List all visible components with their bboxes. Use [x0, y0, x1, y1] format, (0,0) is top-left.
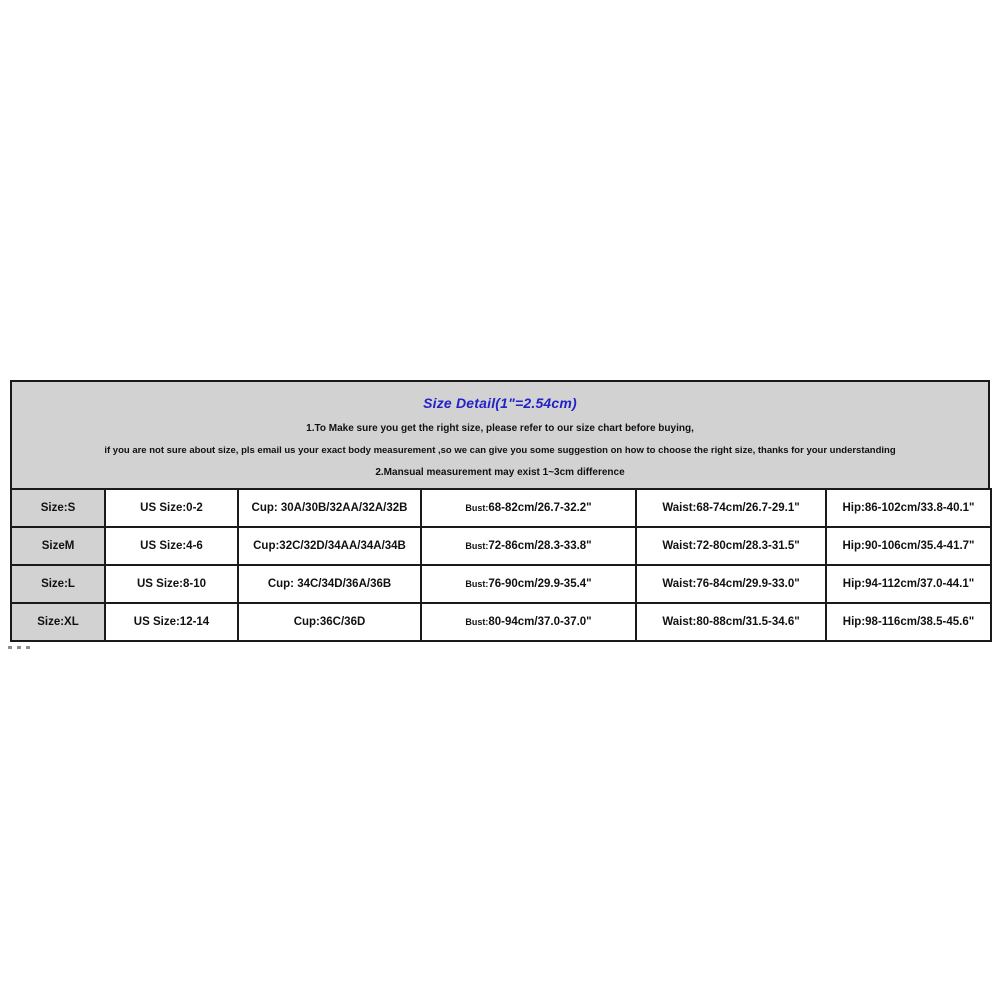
waist-cell: Waist:80-88cm/31.5-34.6": [636, 603, 826, 641]
artifact-dot: [8, 646, 12, 649]
table-row-l: [11, 565, 991, 603]
cup-cell: Cup: 34C/34D/36A/36B: [238, 565, 421, 603]
waist-cell: Waist:72-80cm/28.3-31.5": [636, 527, 826, 565]
bust-label: Bust:: [465, 541, 489, 551]
size-cell: Size:S: [11, 489, 105, 527]
bust-value: 80-94cm/37.0-37.0": [488, 616, 592, 628]
hip-cell: Hip:90-106cm/35.4-41.7": [826, 527, 991, 565]
note-line-1: 1.To Make sure you get the right size, please refer to our size chart before buying,: [306, 423, 694, 434]
table-row-xl: [11, 603, 991, 641]
bust-value: 76-90cm/29.9-35.4": [488, 578, 592, 590]
bust-value: 72-86cm/28.3-33.8": [488, 540, 592, 552]
bust-label: Bust:: [465, 617, 489, 627]
size-chart-header: [10, 380, 990, 488]
size-cell: Size:L: [11, 565, 105, 603]
us-size-cell: US Size:0-2: [105, 489, 238, 527]
note-line-2: if you are not sure about size, pls email us your exact body measurement ,so we can give you some suggestion on how to choose the right size, thanks for your understanding: [104, 445, 896, 456]
artifact-dots: [8, 646, 990, 649]
bust-label: Bust:: [465, 579, 489, 589]
table-row-s: [11, 489, 991, 527]
us-size-cell: US Size:8-10: [105, 565, 238, 603]
bust-value: 68-82cm/26.7-32.2": [488, 502, 592, 514]
us-size-cell: US Size:4-6: [105, 527, 238, 565]
artifact-dot: [26, 646, 30, 649]
table-row-m: [11, 527, 991, 565]
hip-cell: Hip:98-116cm/38.5-45.6": [826, 603, 991, 641]
waist-cell: Waist:76-84cm/29.9-33.0": [636, 565, 826, 603]
bust-cell: [421, 603, 636, 641]
note-line-3: 2.Mansual measurement may exist 1~3cm difference: [375, 467, 625, 478]
cup-cell: Cup:36C/36D: [238, 603, 421, 641]
size-cell: SizeM: [11, 527, 105, 565]
cup-cell: Cup: 30A/30B/32AA/32A/32B: [238, 489, 421, 527]
bust-cell: [421, 565, 636, 603]
bust-cell: [421, 527, 636, 565]
size-chart-title: Size Detail(1"=2.54cm): [423, 395, 577, 411]
hip-cell: Hip:86-102cm/33.8-40.1": [826, 489, 991, 527]
artifact-dot: [17, 646, 21, 649]
size-chart: [10, 380, 990, 649]
hip-cell: Hip:94-112cm/37.0-44.1": [826, 565, 991, 603]
bust-cell: [421, 489, 636, 527]
bust-label: Bust:: [465, 503, 489, 513]
cup-cell: Cup:32C/32D/34AA/34A/34B: [238, 527, 421, 565]
us-size-cell: US Size:12-14: [105, 603, 238, 641]
size-table: [10, 488, 992, 642]
size-cell: Size:XL: [11, 603, 105, 641]
waist-cell: Waist:68-74cm/26.7-29.1": [636, 489, 826, 527]
